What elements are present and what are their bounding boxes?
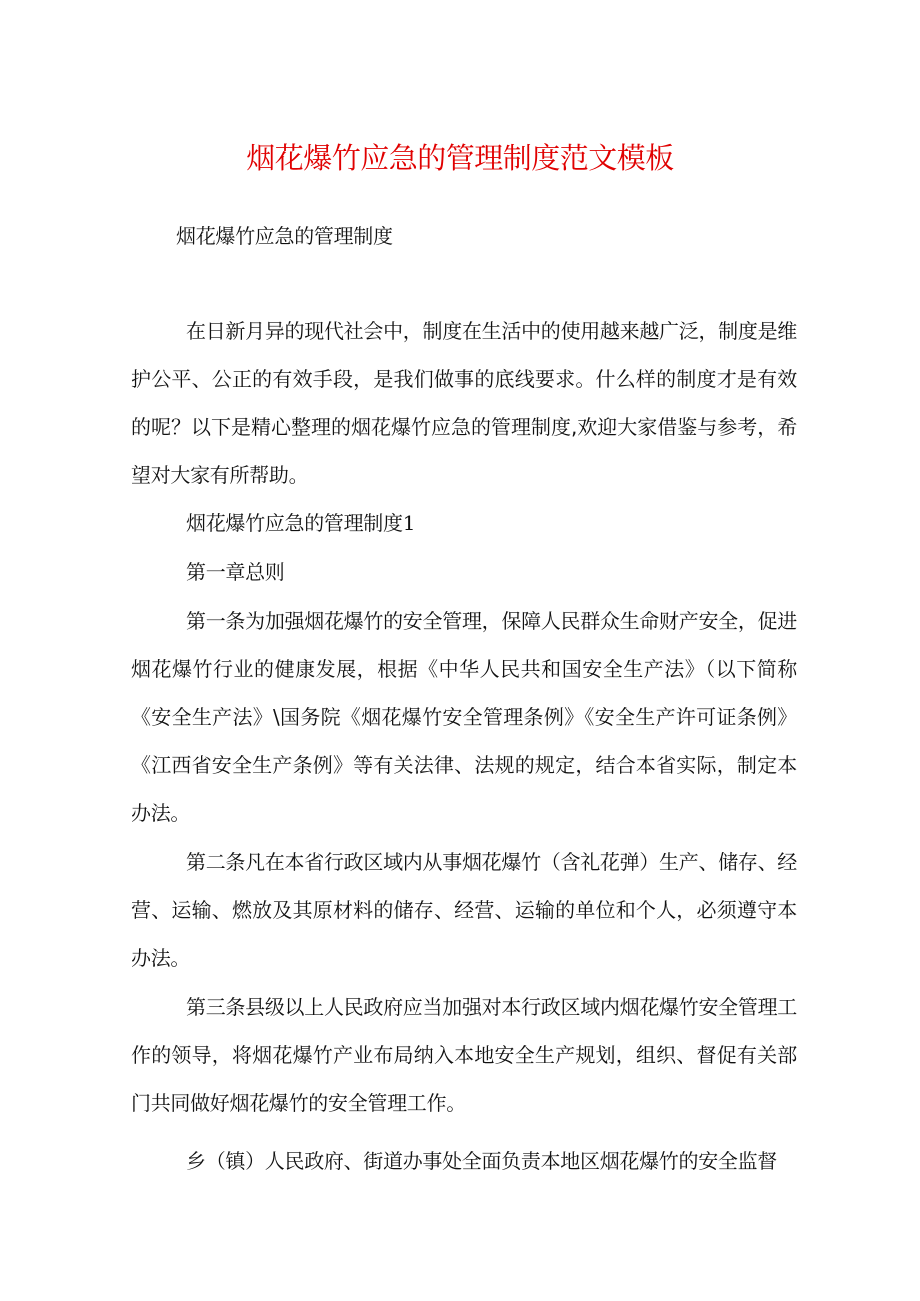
document-subtitle: 烟花爆竹应急的管理制度 <box>176 224 393 248</box>
article-2-paragraph: 第二条凡在本省行政区域内从事烟花爆竹（含礼花弹）生产、储存、经营、运输、燃放及其原材料的储存、经营、运输的单位和个人，必须遵守本办法。 <box>131 850 797 970</box>
article-1-paragraph: 第一条为加强烟花爆竹的安全管理，保障人民群众生命财产安全，促进烟花爆竹行业的健康发展，根据《中华人民共和国安全生产法》（以下简称《安全生产法》\国务院《烟花爆竹安全管理条例》《安全生产许可证条例》《江西省安全生产条例》等有关法律、法规的规定，结合本省实际，制定本办法。 <box>131 609 797 825</box>
article-3-continuation: 乡（镇）人民政府、街道办事处全面负责本地区烟花爆竹的安全监督 <box>186 1149 777 1173</box>
article-3-paragraph: 第三条县级以上人民政府应当加强对本行政区域内烟花爆竹安全管理工作的领导，将烟花爆竹产业布局纳入本地安全生产规划，组织、督促有关部门共同做好烟花爆竹的安全管理工作。 <box>131 995 797 1115</box>
section-heading <box>186 506 415 540</box>
document-title: 烟花爆竹应急的管理制度范文模板 <box>246 141 674 175</box>
intro-paragraph: 在日新月异的现代社会中，制度在生活中的使用越来越广泛，制度是维护公平、公正的有效手段，是我们做事的底线要求。什么样的制度才是有效的呢？以下是精心整理的烟花爆竹应急的管理制度,欢迎大家借鉴与参考，希望对大家有所帮助。 <box>131 319 797 487</box>
section-number: 1 <box>402 511 416 535</box>
chapter-heading: 第一章总则 <box>186 560 285 584</box>
section-heading-text: 烟花爆竹应急的管理制度 <box>186 511 403 535</box>
